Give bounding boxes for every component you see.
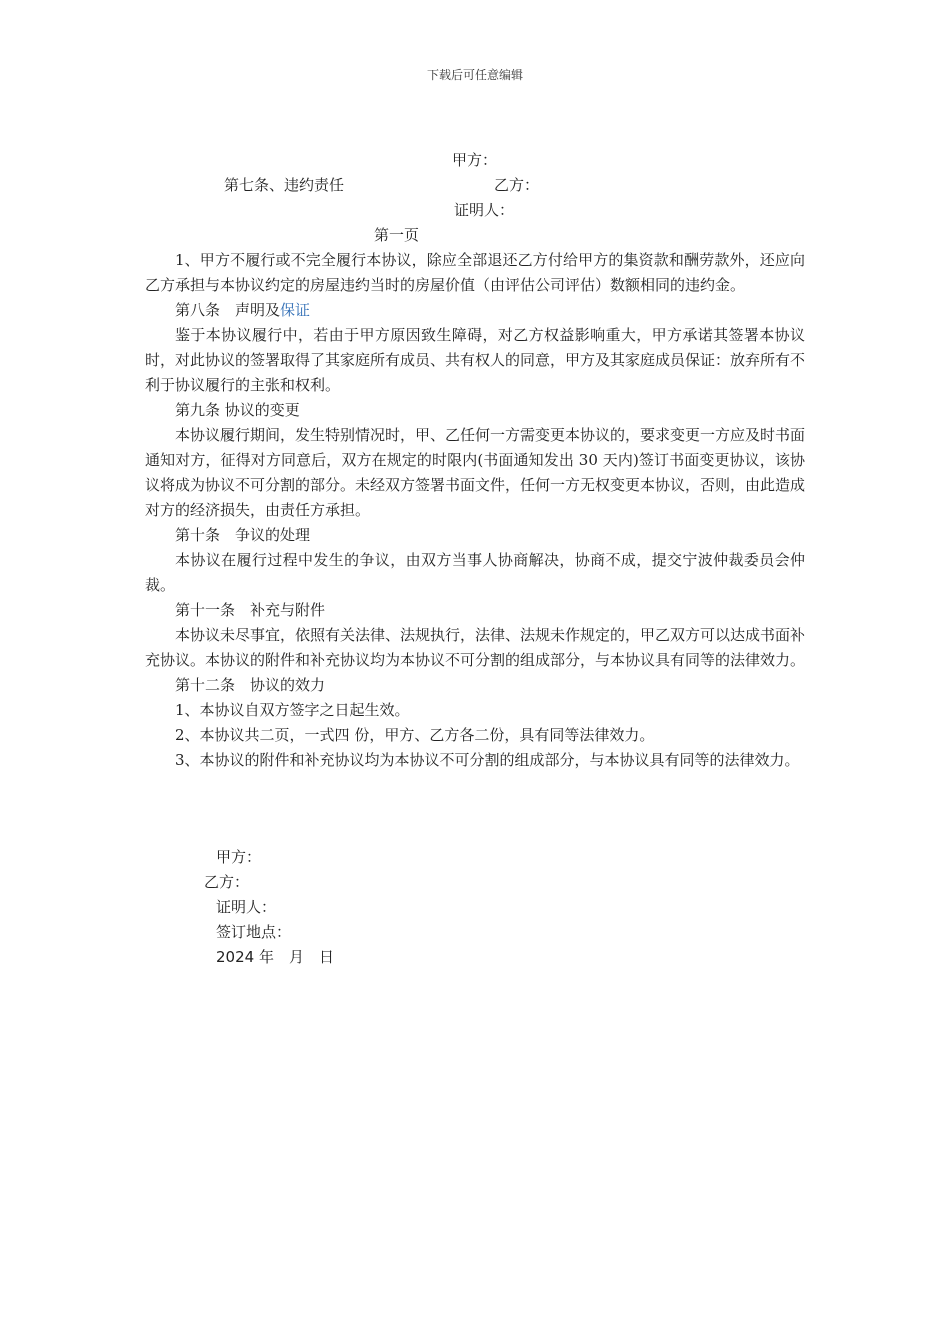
article7-clause-1: 1、甲方不履行或不完全履行本协议，除应全部退还乙方付给甲方的集资款和酬劳款外，还应向乙方承担与本协议约定的房屋违约当时的房屋价值（由评估公司评估）数额相同的违约金。 (145, 251, 805, 294)
article10-text-b: 提交宁波仲裁委员会仲裁。 (145, 551, 805, 594)
article8-heading-text: 第八条 声明及 (175, 301, 281, 319)
top-party-a-label: 甲方： (452, 151, 498, 169)
article12-item-2: 2、本协议共二页，一式四 份，甲方、乙方各二份，具有同等法律效力。 (175, 726, 655, 744)
signing-date: 2024 年 月 日 (216, 948, 334, 966)
article8-text: 鉴于本协议履行中，若由于甲方原因致生障碍，对乙方权益影响重大，甲方承诺其签署本协议时，对此协议的签署取得了其家庭所有成员、共有权人的同意，甲方及其家庭成员保证：放弃所有不利于协议履行的主张和权利。 (145, 326, 806, 394)
top-witness-label: 证明人： (454, 201, 515, 219)
signature-party-a: 甲方： (216, 848, 262, 866)
article11-heading: 第十一条 补充与附件 (175, 601, 326, 619)
article11-text: 本协议未尽事宜，依照有关法律、法规执行，法律、法规未作规定的，甲乙双方可以达成书面补充协议。本协议的附件和补充协议均为本协议不可分割的组成部分，与本协议具有同等的法律效力。 (145, 626, 806, 669)
article10-heading: 第十条 争议的处理 (175, 526, 311, 544)
signature-party-b: 乙方： (204, 873, 250, 891)
article12-item-3: 3、本协议的附件和补充协议均为本协议不可分割的组成部分，与本协议具有同等的法律效力。 (175, 751, 800, 769)
article9-heading: 第九条 协议的变更 (175, 401, 300, 419)
article8-heading (145, 298, 805, 323)
article9-text: 本协议履行期间，发生特别情况时，甲、乙任何一方需变更本协议的，要求变更一方应及时书面通知对方，征得对方同意后，双方在规定的时限内(书面通知发出 30 天内)签订书面变更协议，该协议将成为协议不可分割的部分。未经双方签署书面文件，任何一方无权变更本协议，否则，由此造成对方的经济损失，由责任方承担。 (145, 426, 806, 519)
article10-text (145, 548, 805, 598)
article10-text-a: 本协议在履行过程中发生的争议，由双方当事人协商解决，协商不成， (175, 551, 652, 569)
guarantee-link[interactable]: 保证 (280, 301, 311, 319)
article7-heading: 第七条、违约责任 (224, 176, 345, 194)
top-party-b-label: 乙方： (494, 176, 540, 194)
signature-witness: 证明人： (216, 898, 277, 916)
page-header-note: 下载后可任意编辑 (426, 68, 523, 82)
signing-place: 签订地点： (216, 923, 292, 941)
article12-heading: 第十二条 协议的效力 (175, 676, 326, 694)
article12-item-1: 1、本协议自双方签字之日起生效。 (175, 701, 410, 719)
contract-body (145, 248, 805, 773)
page-number-label: 第一页 (374, 226, 420, 244)
